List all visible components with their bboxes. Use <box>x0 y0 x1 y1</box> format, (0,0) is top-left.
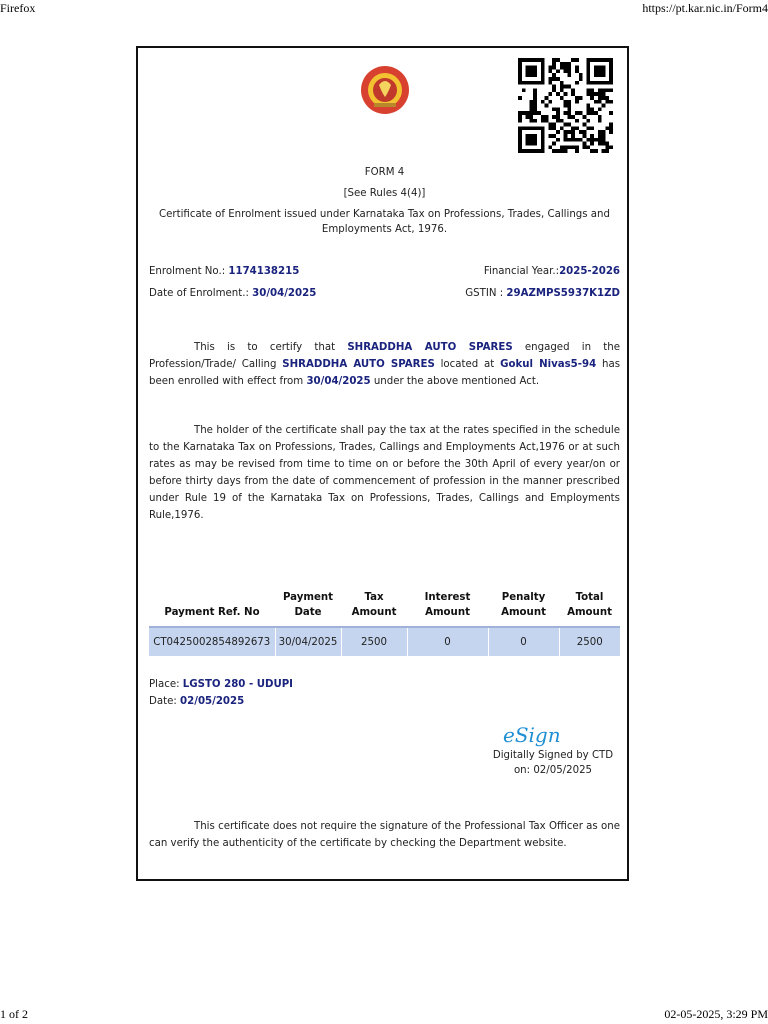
esign-logo: eSign <box>503 723 561 747</box>
certificate-frame <box>136 46 629 881</box>
date-line <box>149 696 244 707</box>
form-title: FORM 4 <box>364 167 405 178</box>
table-row <box>149 627 620 656</box>
signed-by: Digitally Signed by CTD <box>492 750 614 761</box>
financial-year: 2025-2026 <box>559 266 620 277</box>
print-header-left: Firefox <box>0 1 36 15</box>
date-of-enrolment: 30/04/2025 <box>252 288 317 299</box>
date-of-enrolment-label: Date of Enrolment.: <box>149 288 249 299</box>
cell-payment-date: 30/04/2025 <box>275 627 341 656</box>
print-header-url: https://pt.kar.nic.in/Form4 <box>642 1 768 15</box>
business-name: SHRADDHA AUTO SPARES <box>347 342 513 353</box>
location: Gokul Nivas5-94 <box>500 359 597 370</box>
tax-paragraph: The holder of the certificate shall pay the tax at the rates specified in the schedule to the Karnataka Tax on Professions, Trades, Callings and Employments Act,1976 or at such rates as may be revised from time to time on or before the 30th April of every year/on or before thirty days from the date of commencement of profession in the manner prescribed under Rule 19 of the Karnataka Tax on Professions, Trades, Callings and Employments Rule,1976. <box>149 425 620 521</box>
date-value: 02/05/2025 <box>180 696 245 707</box>
cell-tax-amount: 2500 <box>341 627 407 656</box>
certify-paragraph: This is to certify that SHRADDHA AUTO SPARES engaged in the Profession/Trade/ Calling SHRADDHA AUTO SPARES located at Gokul Nivas5-94 has been enrolled with effect from 30/04/2025 under the above mentioned Act. <box>149 342 621 387</box>
effective-date: 30/04/2025 <box>306 376 371 387</box>
digital-signature <box>478 748 628 778</box>
place-label: Place: <box>149 679 180 690</box>
cell-interest-amount: 0 <box>407 627 488 656</box>
col-penalty-amount: Penalty Amount <box>501 592 546 618</box>
page-count: 1 of 2 <box>0 1007 28 1021</box>
col-payment-ref: Payment Ref. No <box>164 607 260 618</box>
col-interest-amount: Interest Amount <box>424 592 471 618</box>
financial-year-label: Financial Year.: <box>483 266 560 277</box>
col-payment-date: Payment Date <box>282 592 334 618</box>
gstin: 29AZMPS5937K1ZD <box>506 288 620 299</box>
certificate-subtitle: Certificate of Enrolment issued under Karnataka Tax on Professions, Trades, Callings and Employments Act, 1976. <box>159 209 610 235</box>
col-tax-amount: Tax Amount <box>351 592 397 618</box>
place-line <box>149 679 293 690</box>
footer-note: This certificate does not require the signature of the Professional Tax Officer as one can verify the authenticity of the certificate by checking the Department website. <box>149 821 620 849</box>
cell-penalty-amount: 0 <box>488 627 559 656</box>
cell-total-amount: 2500 <box>559 627 620 656</box>
date-label: Date: <box>149 696 177 707</box>
signed-on: on: 02/05/2025 <box>513 765 593 776</box>
enrolment-no-label: Enrolment No.: <box>149 266 226 277</box>
gstin-label: GSTIN : <box>465 288 504 299</box>
calling-name: SHRADDHA AUTO SPARES <box>282 359 435 370</box>
qr-code-icon <box>518 58 613 153</box>
col-total-amount: Total Amount <box>567 592 612 618</box>
enrolment-no: 1174138215 <box>228 266 300 277</box>
payment-table <box>149 588 620 656</box>
payment-table-header <box>149 588 620 627</box>
cell-payment-ref: CT0425002854892673 <box>149 627 275 656</box>
rules-reference: [See Rules 4(4)] <box>343 188 426 199</box>
karnataka-emblem-icon <box>352 57 418 123</box>
place-value: LGSTO 280 - UDUPI <box>182 679 293 690</box>
print-timestamp: 02-05-2025, 3:29 PM <box>664 1007 768 1021</box>
